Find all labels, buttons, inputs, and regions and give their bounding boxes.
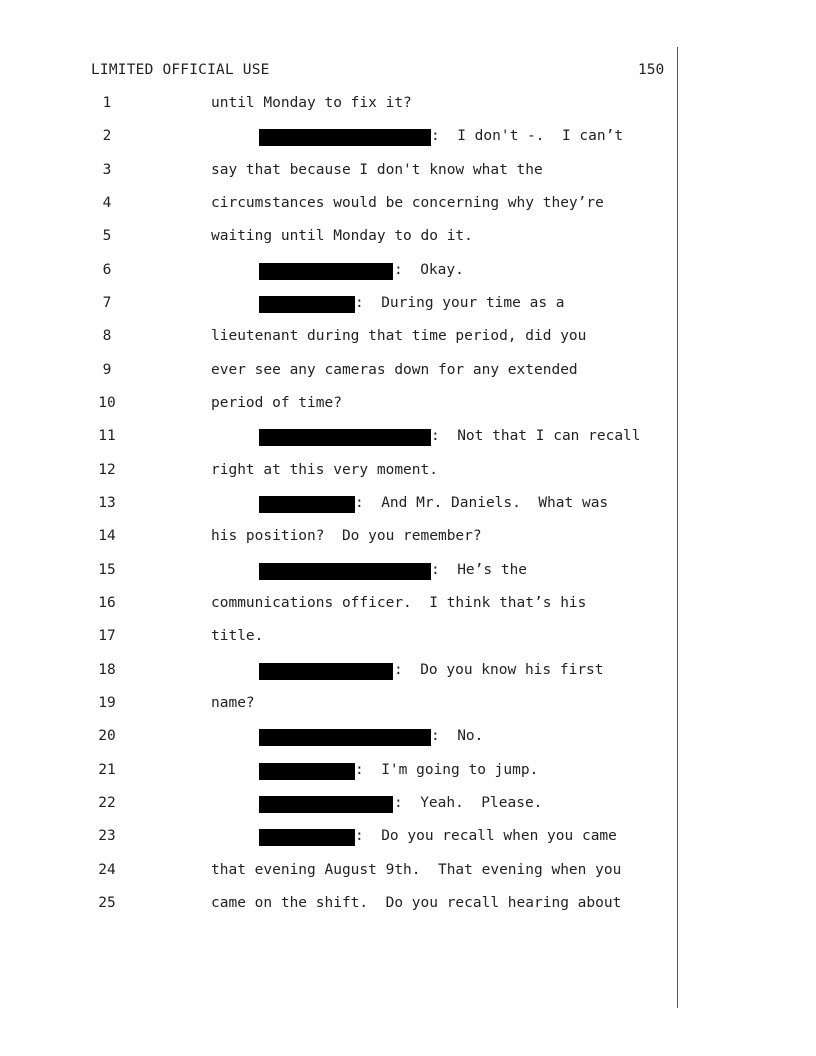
line-text: : Yeah. Please.	[394, 795, 543, 811]
transcript-line	[0, 128, 816, 148]
line-text: circumstances would be concerning why they’re	[211, 195, 604, 211]
transcript-line	[0, 95, 816, 115]
transcript-line	[0, 295, 816, 315]
page-number: 150	[638, 62, 665, 78]
line-number: 7	[102, 295, 112, 311]
transcript-line	[0, 828, 816, 848]
redaction-bar	[259, 729, 431, 746]
line-number: 24	[98, 862, 116, 878]
redaction-bar	[259, 429, 431, 446]
line-text: until Monday to fix it?	[211, 95, 412, 111]
line-number: 19	[98, 695, 116, 711]
line-text: : And Mr. Daniels. What was	[355, 495, 609, 511]
line-number: 22	[98, 795, 116, 811]
transcript-line	[0, 362, 816, 382]
transcript-line	[0, 328, 816, 348]
line-text: right at this very moment.	[211, 462, 438, 478]
line-text: : Okay.	[394, 262, 464, 278]
transcript-line	[0, 228, 816, 248]
line-number: 25	[98, 895, 116, 911]
transcript-line	[0, 195, 816, 215]
redaction-bar	[259, 663, 393, 680]
transcript-line	[0, 595, 816, 615]
line-number: 16	[98, 595, 116, 611]
line-text: : Not that I can recall	[431, 428, 641, 444]
line-number: 13	[98, 495, 116, 511]
line-number: 17	[98, 628, 116, 644]
line-text: period of time?	[211, 395, 342, 411]
line-text: lieutenant during that time period, did you	[211, 328, 587, 344]
line-number: 21	[98, 762, 116, 778]
line-number: 20	[98, 728, 116, 744]
line-text: communications officer. I think that’s his	[211, 595, 587, 611]
line-text: his position? Do you remember?	[211, 528, 482, 544]
line-number: 10	[98, 395, 116, 411]
line-number: 9	[102, 362, 112, 378]
redaction-bar	[259, 829, 355, 846]
transcript-line	[0, 528, 816, 548]
transcript-line	[0, 762, 816, 782]
transcript-line	[0, 662, 816, 682]
line-text: : Do you recall when you came	[355, 828, 617, 844]
line-text: name?	[211, 695, 255, 711]
line-text: : No.	[431, 728, 484, 744]
line-number: 1	[102, 95, 112, 111]
line-number: 8	[102, 328, 112, 344]
line-text: waiting until Monday to do it.	[211, 228, 473, 244]
line-number: 2	[102, 128, 112, 144]
line-text: came on the shift. Do you recall hearing about	[211, 895, 622, 911]
line-text: that evening August 9th. That evening when you	[211, 862, 622, 878]
line-number: 23	[98, 828, 116, 844]
line-number: 18	[98, 662, 116, 678]
transcript-line	[0, 262, 816, 282]
transcript-line	[0, 395, 816, 415]
line-number: 15	[98, 562, 116, 578]
redaction-bar	[259, 563, 431, 580]
redaction-bar	[259, 129, 431, 146]
line-text: ever see any cameras down for any extended	[211, 362, 578, 378]
redaction-bar	[259, 796, 393, 813]
transcript-line	[0, 562, 816, 582]
line-number: 6	[102, 262, 112, 278]
redaction-bar	[259, 496, 355, 513]
line-number: 3	[102, 162, 112, 178]
transcript-line	[0, 462, 816, 482]
line-number: 4	[102, 195, 112, 211]
line-text: : I don't -. I can’t	[431, 128, 624, 144]
transcript-line	[0, 862, 816, 882]
transcript-line	[0, 728, 816, 748]
transcript-line	[0, 628, 816, 648]
line-number: 5	[102, 228, 112, 244]
redaction-bar	[259, 263, 393, 280]
transcript-line	[0, 895, 816, 915]
classification-header: LIMITED OFFICIAL USE	[91, 62, 270, 78]
transcript-line	[0, 695, 816, 715]
line-number: 11	[98, 428, 116, 444]
line-text: : He’s the	[431, 562, 528, 578]
redaction-bar	[259, 763, 355, 780]
transcript-line	[0, 162, 816, 182]
line-text: say that because I don't know what the	[211, 162, 543, 178]
line-text: : During your time as a	[355, 295, 565, 311]
line-text: : I'm going to jump.	[355, 762, 539, 778]
line-number: 14	[98, 528, 116, 544]
line-text: : Do you know his first	[394, 662, 604, 678]
transcript-line	[0, 795, 816, 815]
line-number: 12	[98, 462, 116, 478]
redaction-bar	[259, 296, 355, 313]
line-text: title.	[211, 628, 264, 644]
transcript-line	[0, 495, 816, 515]
transcript-line	[0, 428, 816, 448]
